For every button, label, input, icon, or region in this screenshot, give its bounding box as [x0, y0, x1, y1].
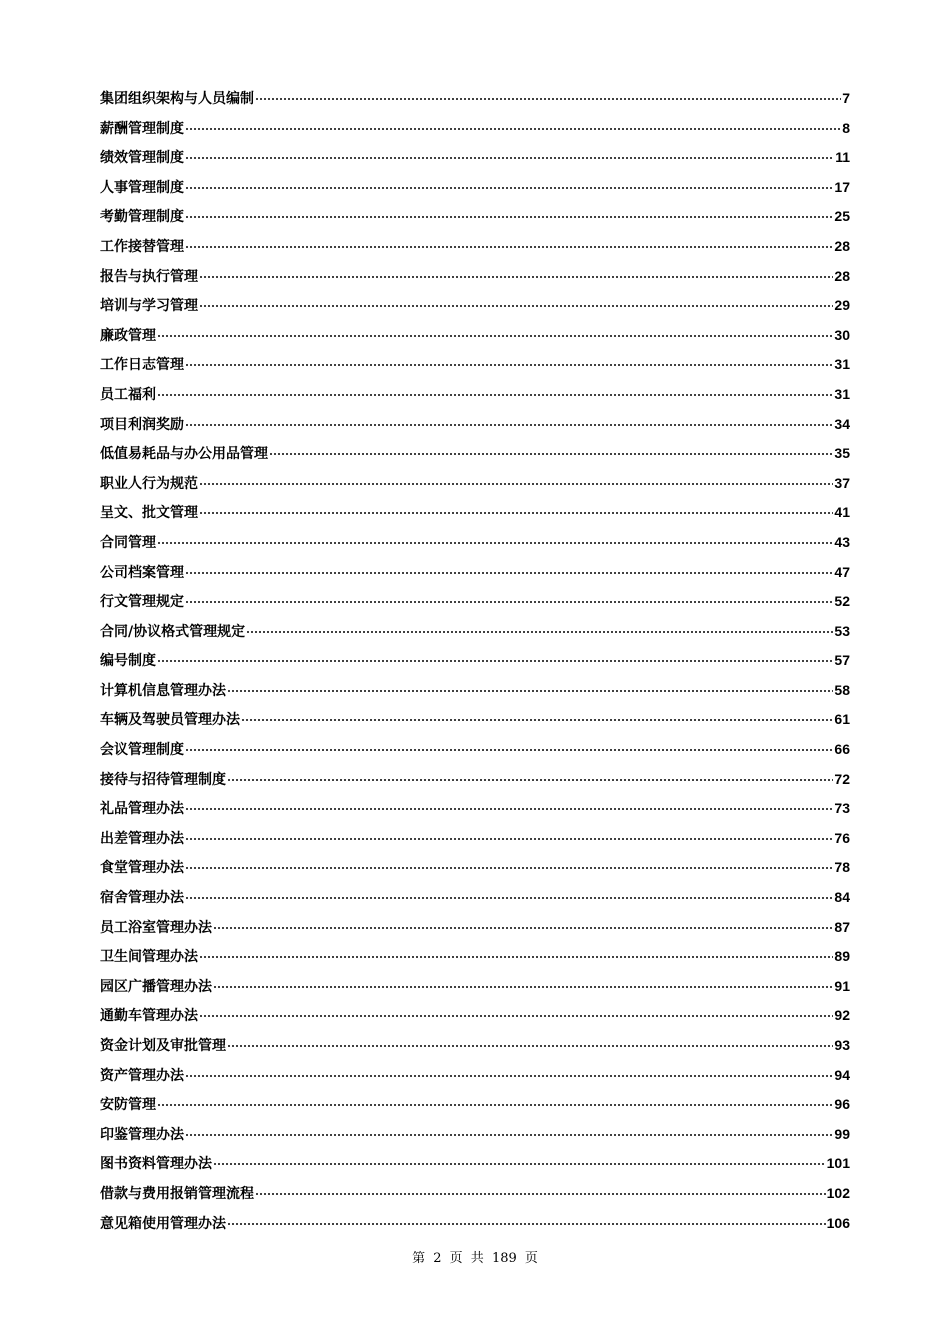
- toc-entry[interactable]: [100, 798, 850, 828]
- toc-entry-page-number: 101: [826, 1155, 850, 1172]
- toc-dot-leader: [199, 512, 833, 514]
- toc-dot-leader: [157, 394, 833, 396]
- toc-entry-page-number: 28: [834, 237, 850, 254]
- toc-entry-title: 公司档案管理: [100, 564, 184, 581]
- toc-entry[interactable]: [100, 1213, 850, 1243]
- toc-dot-leader: [185, 808, 833, 810]
- toc-entry-title: 薪酬管理制度: [100, 120, 184, 137]
- toc-entry[interactable]: [100, 946, 850, 976]
- toc-entry-title: 报告与执行管理: [100, 268, 198, 285]
- toc-entry-page-number: 58: [834, 681, 850, 698]
- toc-entry[interactable]: [100, 769, 850, 799]
- toc-dot-leader: [246, 631, 833, 633]
- toc-entry-page-number: 91: [834, 977, 850, 994]
- toc-dot-leader: [199, 1015, 833, 1017]
- toc-dot-leader: [157, 335, 833, 337]
- toc-entry-title: 食堂管理办法: [100, 860, 184, 877]
- toc-dot-leader: [199, 483, 833, 485]
- toc-entry-title: 借款与费用报销管理流程: [100, 1185, 254, 1202]
- toc-dot-leader: [185, 572, 833, 574]
- toc-entry-page-number: 72: [834, 770, 850, 787]
- toc-entry[interactable]: [100, 206, 850, 236]
- toc-dot-leader: [227, 1223, 826, 1225]
- toc-entry[interactable]: [100, 118, 850, 148]
- toc-entry[interactable]: [100, 1065, 850, 1095]
- toc-entry-page-number: 61: [834, 711, 850, 728]
- toc-entry[interactable]: [100, 1124, 850, 1154]
- toc-entry-title: 考勤管理制度: [100, 209, 184, 226]
- toc-entry-title: 员工福利: [100, 386, 156, 403]
- toc-entry-title: 行文管理规定: [100, 594, 184, 611]
- toc-entry-page-number: 78: [834, 859, 850, 876]
- toc-entry-title: 通勤车管理办法: [100, 1008, 198, 1025]
- toc-entry[interactable]: [100, 177, 850, 207]
- toc-entry[interactable]: [100, 295, 850, 325]
- toc-dot-leader: [185, 1075, 833, 1077]
- toc-entry[interactable]: [100, 147, 850, 177]
- toc-entry[interactable]: [100, 473, 850, 503]
- toc-entry-page-number: 66: [834, 741, 850, 758]
- toc-entry-title: 安防管理: [100, 1097, 156, 1114]
- toc-entry-page-number: 28: [834, 267, 850, 284]
- toc-entry-page-number: 87: [834, 918, 850, 935]
- toc-entry-page-number: 84: [834, 889, 850, 906]
- toc-entry-page-number: 8: [842, 119, 850, 136]
- toc-dot-leader: [199, 276, 833, 278]
- toc-dot-leader: [185, 897, 833, 899]
- toc-entry-page-number: 57: [834, 652, 850, 669]
- toc-dot-leader: [255, 1193, 826, 1195]
- toc-entry-page-number: 93: [834, 1037, 850, 1053]
- footer-prefix: 第: [412, 1251, 426, 1266]
- toc-dot-leader: [185, 867, 833, 869]
- toc-entry-title: 项目利润奖励: [100, 416, 184, 433]
- toc-dot-leader: [213, 927, 833, 929]
- toc-entry[interactable]: [100, 502, 850, 532]
- toc-dot-leader: [185, 128, 841, 130]
- toc-dot-leader: [185, 157, 834, 159]
- toc-dot-leader: [185, 216, 833, 218]
- toc-dot-leader: [157, 542, 833, 544]
- toc-entry-page-number: 31: [834, 356, 850, 373]
- toc-entry[interactable]: [100, 325, 850, 355]
- toc-dot-leader: [227, 779, 833, 781]
- toc-entry-title: 工作日志管理: [100, 357, 184, 374]
- toc-entry[interactable]: [100, 917, 850, 947]
- toc-entry-title: 礼品管理办法: [100, 801, 184, 818]
- toc-entry[interactable]: [100, 1005, 850, 1035]
- toc-entry-page-number: 30: [834, 326, 850, 343]
- toc-entry[interactable]: [100, 650, 850, 680]
- toc-entry-page-number: 92: [834, 1007, 850, 1024]
- toc-dot-leader: [199, 956, 833, 958]
- toc-entry[interactable]: [100, 709, 850, 739]
- toc-entry-title: 员工浴室管理办法: [100, 919, 212, 936]
- toc-entry[interactable]: [100, 621, 850, 651]
- toc-entry-title: 资金计划及审批管理: [100, 1038, 226, 1054]
- footer-total-word: 共: [470, 1251, 484, 1266]
- toc-entry-page-number: 89: [834, 948, 850, 965]
- toc-entry[interactable]: [100, 384, 850, 414]
- toc-dot-leader: [199, 305, 833, 307]
- toc-entry-page-number: 41: [834, 504, 850, 521]
- table-of-contents: [100, 88, 850, 1242]
- toc-dot-leader: [227, 690, 833, 692]
- toc-entry-page-number: 29: [834, 297, 850, 314]
- toc-entry[interactable]: [100, 591, 850, 621]
- toc-dot-leader: [157, 1104, 833, 1106]
- toc-entry-page-number: 47: [834, 563, 850, 580]
- footer-suffix: 页: [524, 1251, 538, 1266]
- toc-dot-leader: [185, 838, 833, 840]
- toc-entry-page-number: 11: [835, 149, 850, 166]
- toc-entry-title: 编号制度: [100, 653, 156, 670]
- toc-entry[interactable]: [100, 1153, 850, 1183]
- footer-current-page: 2: [433, 1251, 442, 1266]
- toc-entry-page-number: 17: [834, 178, 850, 195]
- toc-dot-leader: [185, 187, 833, 189]
- toc-entry-page-number: 53: [834, 622, 850, 639]
- toc-entry[interactable]: [100, 443, 850, 473]
- toc-dot-leader: [185, 424, 833, 426]
- toc-entry-page-number: 96: [834, 1096, 850, 1113]
- toc-entry-page-number: 34: [834, 415, 850, 432]
- toc-dot-leader: [185, 364, 833, 366]
- toc-entry-title: 合同/协议格式管理规定: [100, 623, 246, 640]
- toc-entry-title: 培训与学习管理: [100, 298, 198, 315]
- toc-entry-title: 集团组织架构与人员编制: [100, 91, 254, 107]
- toc-entry-page-number: 25: [834, 208, 850, 225]
- toc-dot-leader: [241, 719, 833, 721]
- toc-entry[interactable]: [100, 1035, 850, 1065]
- toc-dot-leader: [185, 1134, 833, 1136]
- toc-dot-leader: [185, 749, 833, 751]
- toc-entry[interactable]: [100, 976, 850, 1006]
- toc-entry[interactable]: [100, 266, 850, 296]
- toc-entry[interactable]: [100, 680, 850, 710]
- toc-entry-title: 合同管理: [100, 534, 156, 551]
- toc-entry-title: 绩效管理制度: [100, 150, 184, 167]
- toc-dot-leader: [185, 246, 833, 248]
- toc-entry[interactable]: [100, 1183, 850, 1213]
- toc-entry-page-number: 76: [834, 829, 850, 846]
- toc-entry-title: 园区广播管理办法: [100, 978, 212, 995]
- toc-entry-title: 工作接替管理: [100, 238, 184, 255]
- toc-entry[interactable]: [100, 739, 850, 769]
- toc-entry[interactable]: [100, 887, 850, 917]
- toc-dot-leader: [157, 660, 833, 662]
- toc-entry-page-number: 31: [834, 385, 850, 402]
- toc-entry-title: 宿舍管理办法: [100, 890, 184, 907]
- toc-entry-title: 印鉴管理办法: [100, 1126, 184, 1143]
- toc-entry-page-number: 99: [834, 1125, 850, 1142]
- footer-page-word: 页: [449, 1251, 463, 1266]
- toc-entry-title: 卫生间管理办法: [100, 949, 198, 966]
- toc-entry-title: 会议管理制度: [100, 742, 184, 759]
- toc-entry[interactable]: [100, 236, 850, 266]
- toc-entry-page-number: 43: [834, 533, 850, 550]
- toc-entry-title: 计算机信息管理办法: [100, 682, 226, 699]
- toc-entry-title: 低值易耗品与办公用品管理: [100, 446, 268, 463]
- toc-dot-leader: [213, 1163, 826, 1165]
- toc-entry-title: 出差管理办法: [100, 830, 184, 847]
- toc-entry-page-number: 37: [834, 474, 850, 491]
- toc-entry-title: 呈文、批文管理: [100, 505, 198, 522]
- toc-entry[interactable]: [100, 562, 850, 592]
- toc-entry[interactable]: [100, 88, 850, 118]
- toc-entry-title: 人事管理制度: [100, 179, 184, 196]
- toc-entry[interactable]: [100, 532, 850, 562]
- toc-entry-title: 资产管理办法: [100, 1067, 184, 1084]
- toc-dot-leader: [255, 98, 841, 100]
- toc-entry[interactable]: [100, 354, 850, 384]
- toc-entry-page-number: 102: [826, 1184, 850, 1201]
- toc-entry-title: 车辆及驾驶员管理办法: [100, 712, 240, 729]
- toc-entry-title: 职业人行为规范: [100, 475, 198, 492]
- toc-dot-leader: [269, 453, 833, 455]
- footer-total-pages: 189: [491, 1251, 517, 1266]
- toc-entry[interactable]: [100, 857, 850, 887]
- toc-entry-title: 意见箱使用管理办法: [100, 1215, 226, 1232]
- toc-entry[interactable]: [100, 1094, 850, 1124]
- toc-entry-page-number: 35: [834, 445, 850, 462]
- toc-entry-title: 廉政管理: [100, 327, 156, 344]
- page-footer: [0, 1247, 950, 1266]
- toc-entry-page-number: 73: [834, 800, 850, 817]
- toc-entry-title: 接待与招待管理制度: [100, 771, 226, 788]
- toc-entry-page-number: 7: [842, 90, 850, 106]
- toc-entry-page-number: 52: [834, 593, 850, 610]
- toc-entry-title: 图书资料管理办法: [100, 1156, 212, 1173]
- toc-entry-page-number: 94: [834, 1066, 850, 1083]
- toc-dot-leader: [227, 1045, 833, 1047]
- toc-entry[interactable]: [100, 414, 850, 444]
- toc-entry[interactable]: [100, 828, 850, 858]
- toc-entry-page-number: 106: [826, 1214, 850, 1231]
- toc-dot-leader: [185, 601, 833, 603]
- toc-dot-leader: [213, 986, 833, 988]
